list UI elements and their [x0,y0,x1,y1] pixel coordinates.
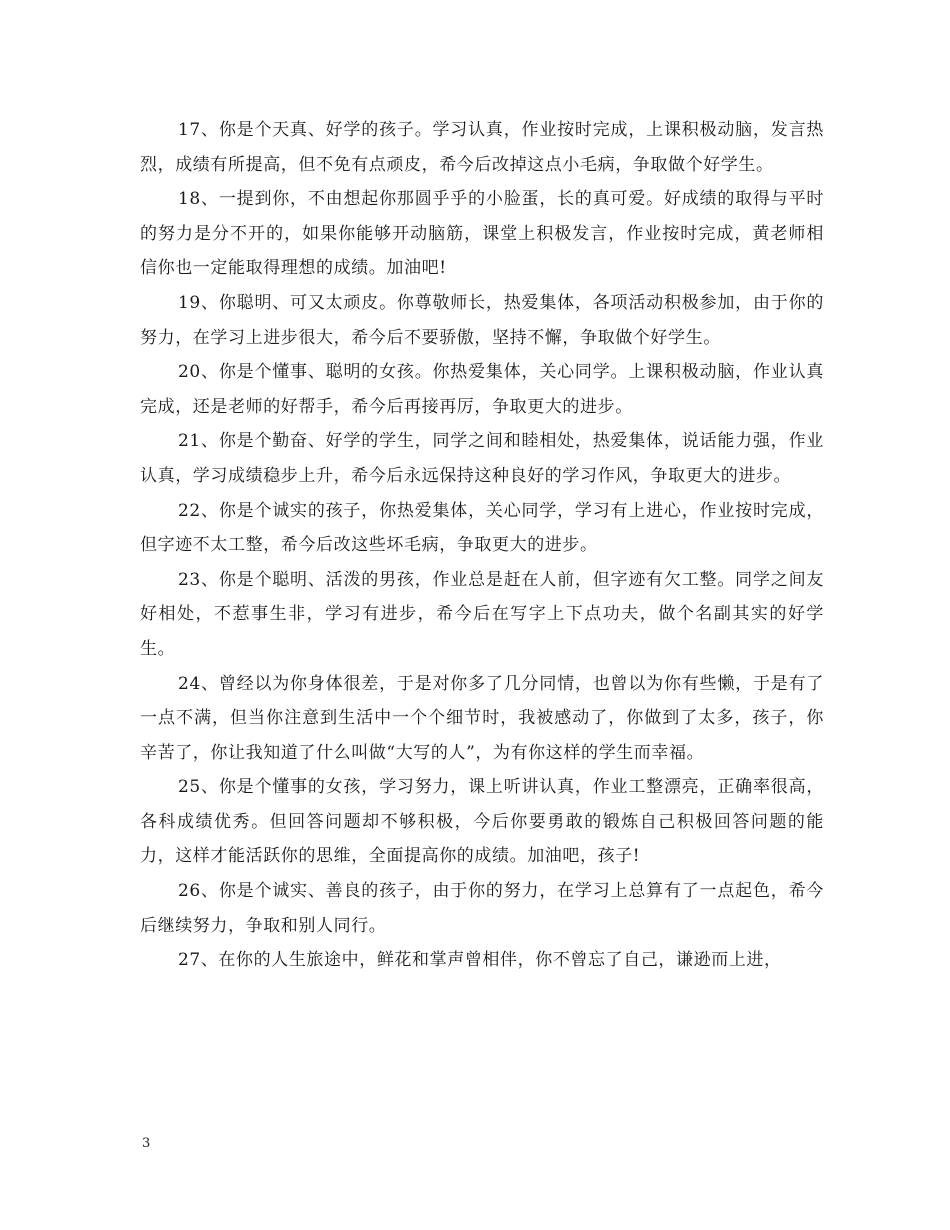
comment-paragraph-21: 21、你是个勤奋、好学的学生，同学之间和睦相处，热爱集体，说话能力强，作业认真，学习成绩稳步上升，希今后永远保持这种良好的学习作风，争取更大的进步。 [140,431,824,486]
comment-paragraph-18: 18、一提到你，不由想起你那圆乎乎的小脸蛋，长的真可爱。好成绩的取得与平时的努力是分不开的，如果你能够开动脑筋，课堂上积极发言，作业按时完成，黄老师相信你也一定能取得理想的成绩。加油吧! [140,189,824,279]
comment-paragraph-25: 25、你是个懂事的女孩，学习努力，课上听讲认真，作业工整漂亮，正确率很高，各科成绩优秀。但回答问题却不够积极，今后你要勇敢的锻炼自己积极回答问题的能力，这样才能活跃你的思维，全面提高你的成绩。加油吧，孩子! [140,777,824,867]
comment-paragraph-27: 27、在你的人生旅途中，鲜花和掌声曾相伴，你不曾忘了自己，谦逊而上进， [178,950,782,971]
comment-paragraph-26: 26、你是个诚实、善良的孩子，由于你的努力，在学习上总算有了一点起色，希今后继续努力，争取和别人同行。 [140,881,824,936]
comment-paragraph-20: 20、你是个懂事、聪明的女孩。你热爱集体，关心同学。上课积极动脑，作业认真完成，还是老师的好帮手，希今后再接再厉，争取更大的进步。 [140,362,824,417]
document-body [140,113,824,978]
comment-paragraph-24: 24、曾经以为你身体很差，于是对你多了几分同情，也曾以为你有些懒，于是有了一点不满，但当你注意到生活中一个个细节时，我被感动了，你做到了太多，孩子，你辛苦了，你让我知道了什么叫做“大写的人”，为有你这样的学生而幸福。 [140,673,824,763]
comment-paragraph-19: 19、你聪明、可又太顽皮。你尊敬师长，热爱集体，各项活动积极参加，由于你的努力，在学习上进步很大，希今后不要骄傲，坚持不懈，争取做个好学生。 [140,292,824,348]
page-number: 3 [142,1136,151,1151]
comment-paragraph-23: 23、你是个聪明、活泼的男孩，作业总是赶在人前，但字迹有欠工整。同学之间友好相处，不惹事生非，学习有进步，希今后在写字上下点功夫，做个名副其实的好学生。 [140,569,824,659]
comment-paragraph-17: 17、你是个天真、好学的孩子。学习认真，作业按时完成，上课积极动脑，发言热烈，成绩有所提高，但不免有点顽皮，希今后改掉这点小毛病，争取做个好学生。 [140,120,824,175]
comment-paragraph-22: 22、你是个诚实的孩子，你热爱集体，关心同学，学习有上进心，作业按时完成，但字迹不太工整，希今后改这些坏毛病，争取更大的进步。 [140,500,824,556]
